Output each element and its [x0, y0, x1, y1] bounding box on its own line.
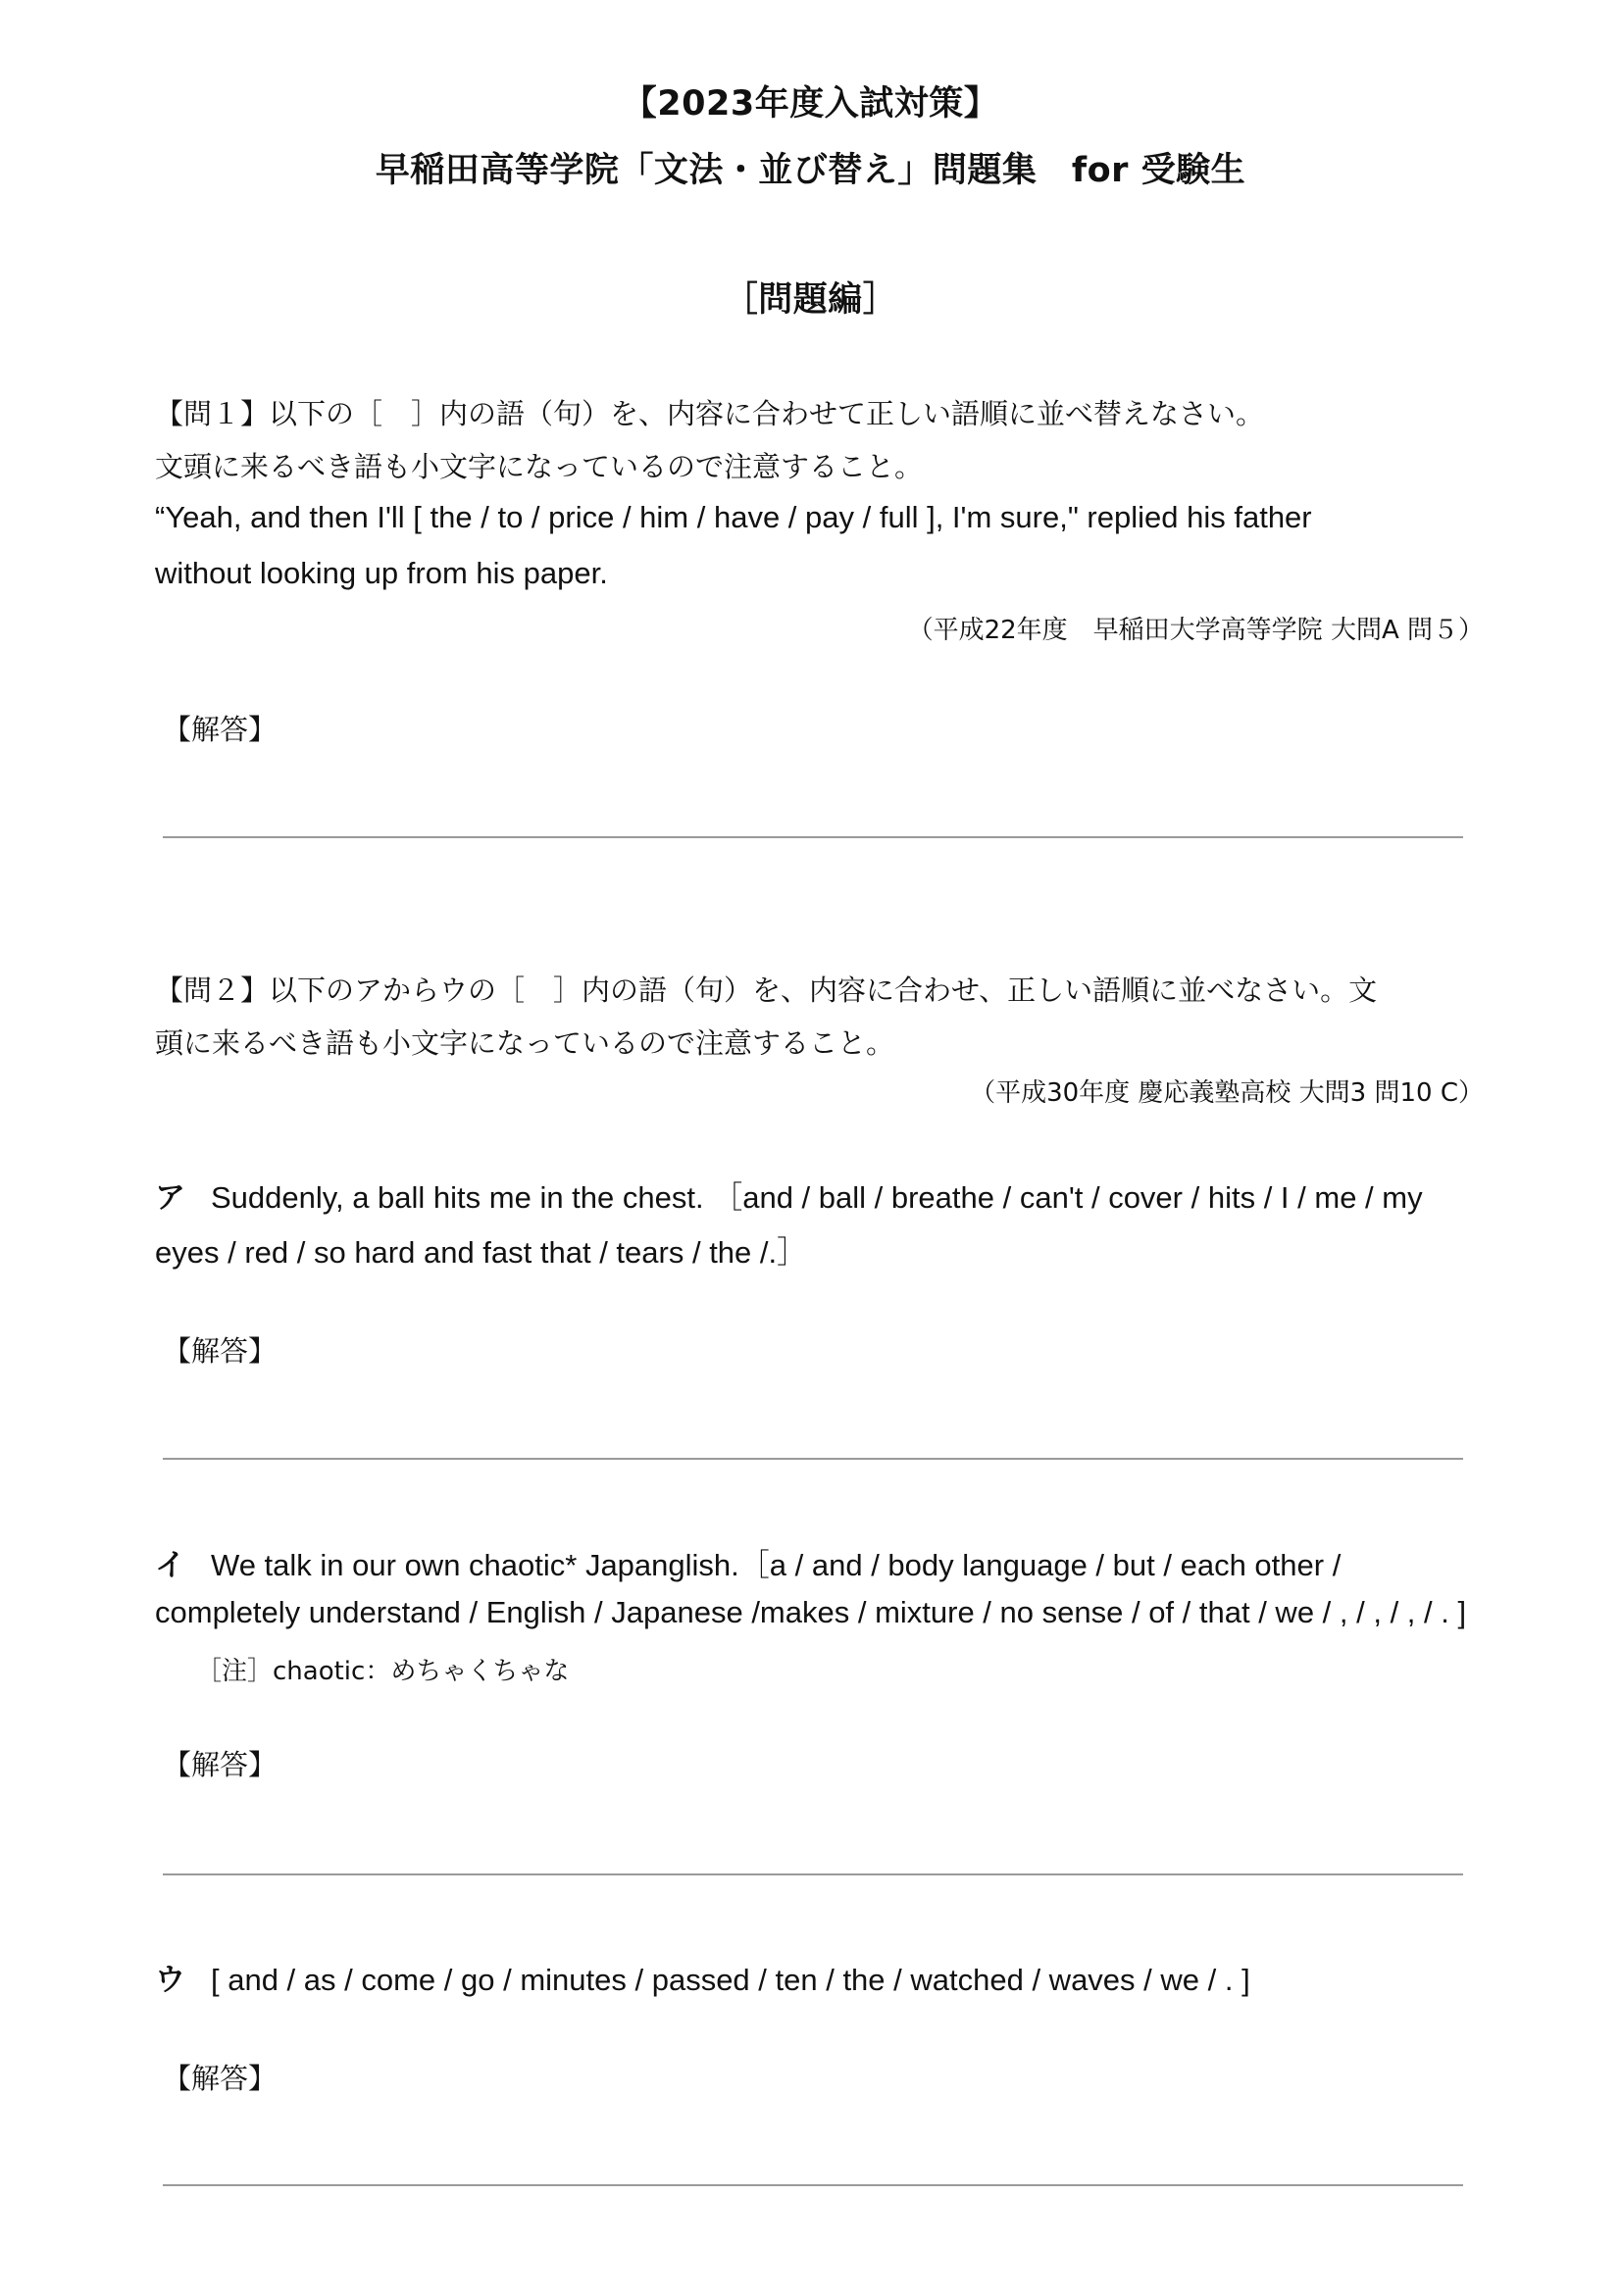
q2b-marker: イ [155, 1548, 185, 1583]
q2a-marker: ア [155, 1180, 185, 1216]
q2a-line2: eyes / red / so hard and fast that / tears / the /.］ [155, 1235, 808, 1270]
q1-instruction-line2: 文頭に来るべき語も小文字になっているので注意すること。 [155, 450, 924, 483]
q2c-answer-label: 【解答】 [163, 2062, 278, 2095]
q2b-note: ［注］chaotic：めちゃくちゃな [196, 1657, 570, 1686]
q2a-answer-line[interactable] [163, 1458, 1463, 1460]
q1-answer-label: 【解答】 [163, 713, 278, 746]
q2c-text-line1: [ and / as / come / go / minutes / passed / ten / the / watched / waves / we / . ] [211, 1963, 1250, 1997]
q1-source: （平成22年度 早稲田大学高等学院 大問A 問５） [907, 616, 1484, 645]
document-title-line1: 【2023年度入試対策】 [622, 84, 999, 124]
document-title-line2: 早稲田高等学院「文法・並び替え」問題集 for 受験生 [375, 151, 1246, 190]
q2b-text-line1: We talk in our own chaotic* Japanglish.［a / and / body language / but / each other / [211, 1548, 1342, 1582]
q2a-text-line1: Suddenly, a ball hits me in the chest. ［and / ball / breathe / can't / cover / hits / I / me / my [211, 1180, 1423, 1215]
q1-answer-line[interactable] [163, 836, 1463, 838]
q2c-line1 [155, 1955, 1250, 1999]
q1-sentence-line2: without looking up from his paper. [155, 556, 608, 590]
q2-instruction-line1: 【問２】以下のアからウの［ ］内の語（句）を、内容に合わせ、正しい語順に並べなさい。文 [155, 973, 1378, 1007]
q2b-answer-line[interactable] [163, 1873, 1463, 1875]
q2-source: （平成30年度 慶応義塾高校 大問3 問10 C） [970, 1078, 1484, 1108]
section-title: ［問題編］ [723, 280, 898, 320]
q2b-line2: completely understand / English / Japanese /makes / mixture / no sense / of / that / we / , / , / , / . ] [155, 1595, 1467, 1629]
q2a-line1 [155, 1173, 1423, 1217]
q1-sentence-line1: “Yeah, and then I'll [ the / to / price / him / have / pay / full ], I'm sure," replied his father [155, 500, 1312, 534]
q1-instruction-line1: 【問１】以下の［ ］内の語（句）を、内容に合わせて正しい語順に並べ替えなさい。 [155, 397, 1265, 430]
q2c-answer-line[interactable] [163, 2184, 1463, 2186]
q2b-answer-label: 【解答】 [163, 1748, 278, 1781]
q2-instruction-line2: 頭に来るべき語も小文字になっているので注意すること。 [155, 1026, 895, 1060]
q2c-marker: ウ [155, 1963, 185, 1998]
q2a-answer-label: 【解答】 [163, 1334, 278, 1368]
q2b-line1 [155, 1540, 1341, 1584]
